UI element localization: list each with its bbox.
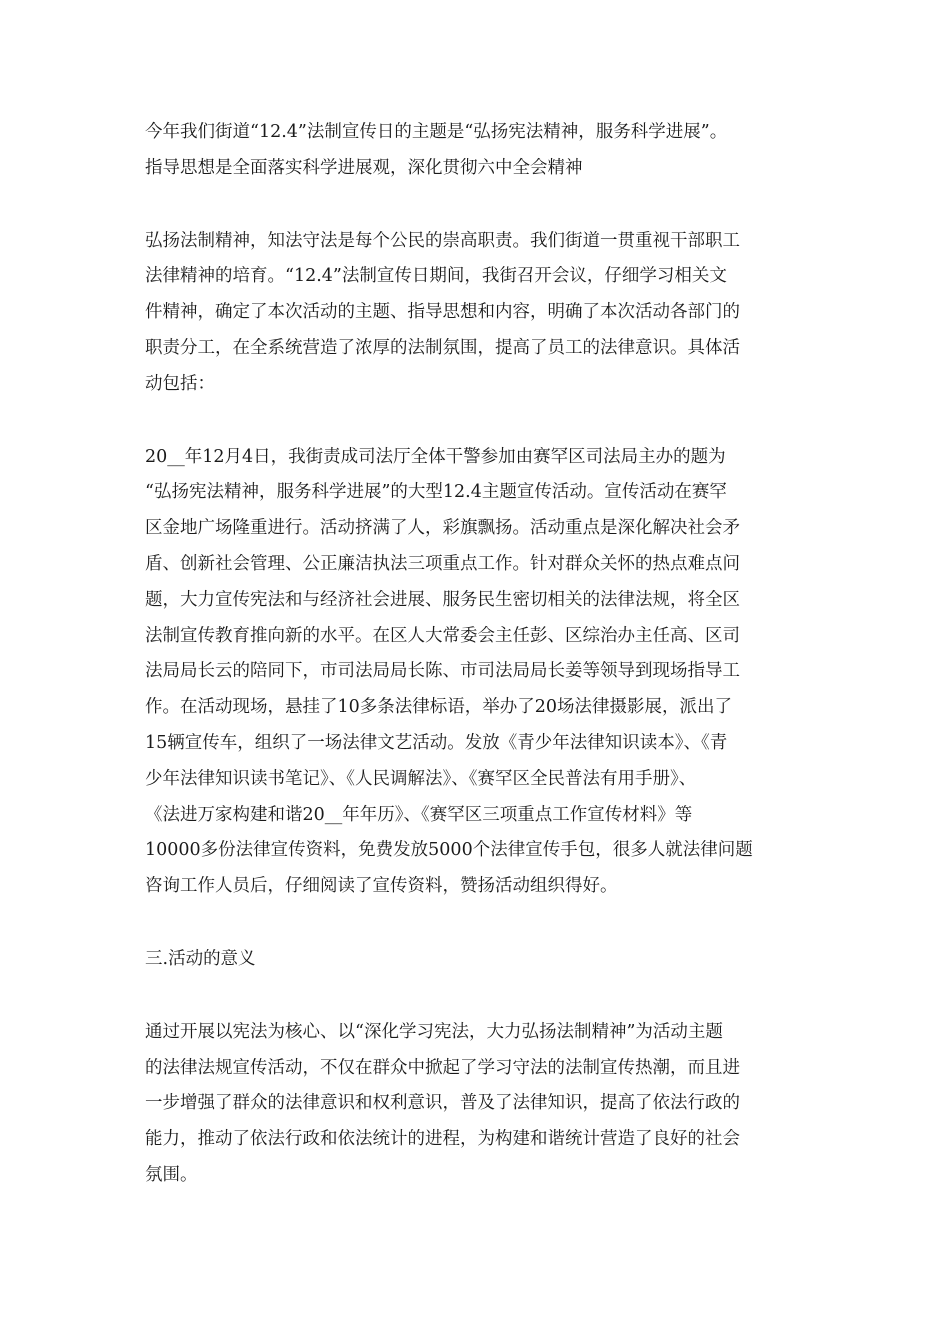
text-line: 一步增强了群众的法律意识和权利意识，普及了法律知识，提高了依法行政的	[145, 1093, 740, 1114]
section-heading-significance	[145, 942, 810, 978]
paragraph-significance	[145, 1015, 810, 1194]
paragraph-theme	[145, 115, 810, 187]
text-line: 能力，推动了依法行政和依法统计的进程，为构建和谐统计营造了良好的社会	[145, 1129, 740, 1150]
text-line: 《法进万家构建和谐20__年年历》、《赛罕区三项重点工作宣传材料》等	[145, 804, 693, 825]
text-line: 的法律法规宣传活动，不仅在群众中掀起了学习守法的法制宣传热潮，而且进	[145, 1057, 740, 1078]
text-line: 动包括：	[145, 373, 215, 394]
text-line: 区金地广场隆重进行。活动挤满了人，彩旗飘扬。活动重点是深化解决社会矛	[145, 518, 740, 539]
text-line: 法律精神的培育。“12.4”法制宣传日期间，我街召开会议，仔细学习相关文	[145, 266, 727, 287]
text-line: 盾、创新社会管理、公正廉洁执法三项重点工作。针对群众关怀的热点难点问	[145, 553, 740, 574]
text-line: 题，大力宣传宪法和与经济社会进展、服务民生密切相关的法律法规，将全区	[145, 589, 740, 610]
text-line: 作。在活动现场，悬挂了10多条法律标语，举办了20场法律摄影展，派出了	[145, 697, 733, 718]
text-line: 今年我们街道“12.4”法制宣传日的主题是“弘扬宪法精神，服务科学进展”。	[145, 122, 728, 142]
text-line: 件精神，确定了本次活动的主题、指导思想和内容，明确了本次活动各部门的	[145, 302, 740, 323]
text-line: 少年法律知识读书笔记》、《人民调解法》、《赛罕区全民普法有用手册》、	[145, 768, 697, 789]
text-line: 15辆宣传车，组织了一场法律文艺活动。发放《青少年法律知识读本》、《青	[145, 732, 728, 753]
paragraph-legal-spirit	[145, 224, 810, 403]
text-line: 通过开展以宪法为核心、以“深化学习宪法，大力弘扬法制精神”为活动主题	[145, 1021, 723, 1042]
text-line: 氛围。	[145, 1164, 198, 1185]
text-line: 指导思想是全面落实科学进展观，深化贯彻六中全会精神	[145, 157, 583, 178]
text-line: “弘扬宪法精神，服务科学进展”的大型12.4主题宣传活动。宣传活动在赛罕	[145, 482, 727, 503]
heading-line: 三.活动的意义	[145, 948, 256, 969]
document-body	[145, 115, 810, 1231]
text-line: 职责分工，在全系统营造了浓厚的法制氛围，提高了员工的法律意识。具体活	[145, 337, 740, 358]
text-line: 20__年12月4日，我街责成司法厅全体干警参加由赛罕区司法局主办的题为	[145, 446, 726, 467]
paragraph-activity-details	[145, 440, 810, 905]
text-line: 10000多份法律宣传资料，免费发放5000个法律宣传手包，很多人就法律问题	[145, 840, 753, 861]
text-line: 法局局长云的陪同下，市司法局局长陈、市司法局局长姜等领导到现场指导工	[145, 661, 740, 682]
text-line: 法制宣传教育推向新的水平。在区人大常委会主任彭、区综治办主任高、区司	[145, 625, 740, 646]
text-line: 弘扬法制精神，知法守法是每个公民的崇高职责。我们街道一贯重视干部职工	[145, 230, 740, 251]
text-line: 咨询工作人员后，仔细阅读了宣传资料，赞扬活动组织得好。	[145, 876, 618, 897]
